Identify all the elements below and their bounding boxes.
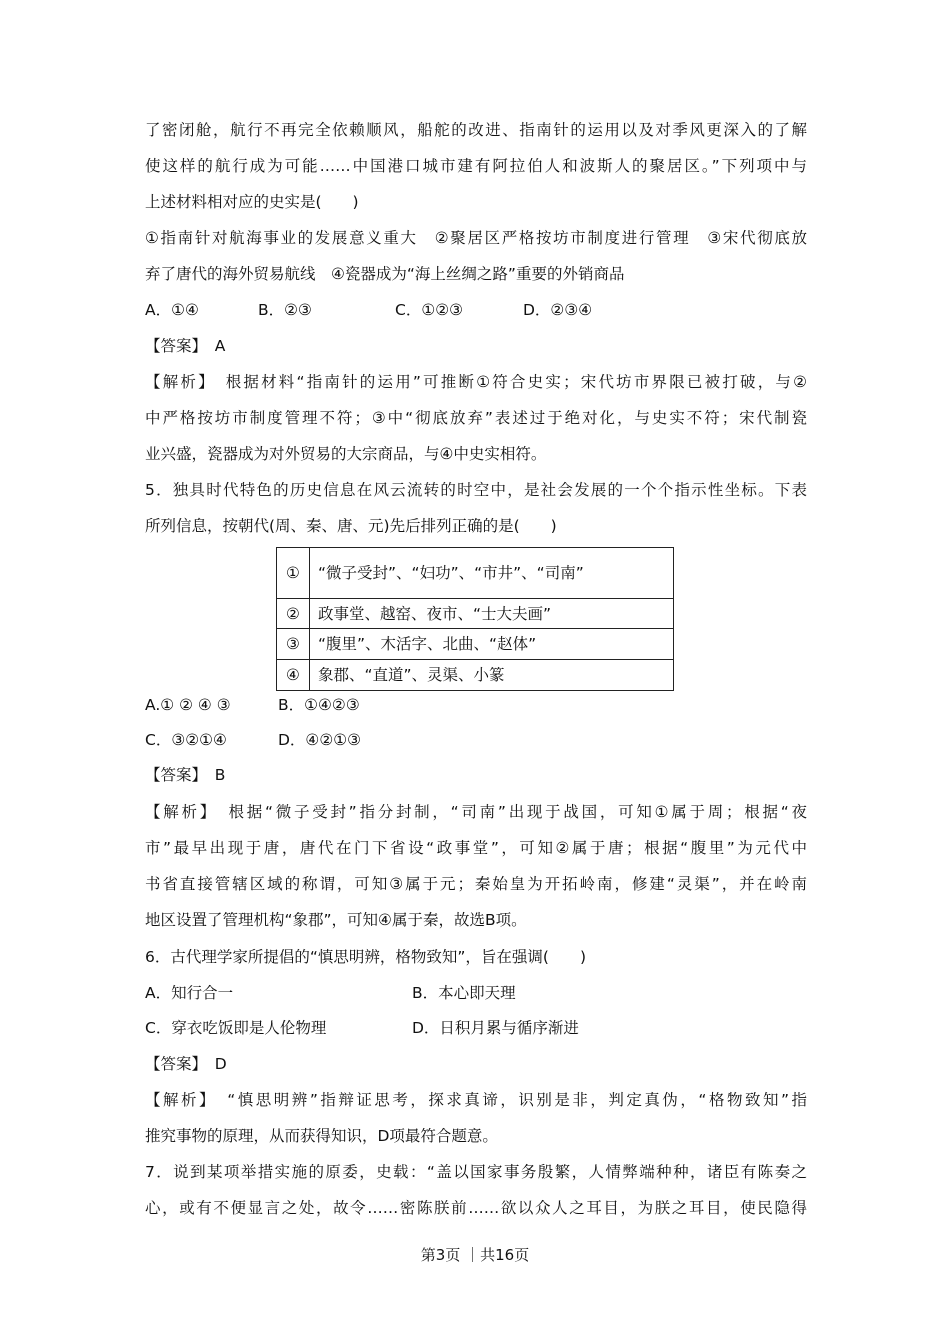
q5-analysis: 【解析】 根据“微子受封”指分封制，“司南”出现于战国，可知①属于周；根据“夜 [145, 803, 807, 821]
q6-option-b: B．本心即天理 [412, 984, 516, 1002]
q4-analysis: 业兴盛，瓷器成为对外贸易的大宗商品，与④中史实相符。 [145, 445, 547, 463]
q6-option-d: D．日积月累与循序渐进 [412, 1019, 579, 1037]
row-content: 政事堂、越窑、夜市、“士大夫画” [310, 599, 674, 629]
q5-answer: 【答案】 B [145, 766, 226, 784]
row-content: “腹里”、木活字、北曲、“赵体” [310, 629, 674, 660]
q4-statements: 弃了唐代的海外贸易航线 ④瓷器成为“海上丝绸之路”重要的外销商品 [145, 265, 625, 283]
q4-analysis: 中严格按坊市制度管理不符；③中“彻底放弃”表述过于绝对化，与史实不符；宋代制瓷 [145, 409, 807, 427]
q6-option-a: A．知行合一 [145, 984, 234, 1002]
q5-option-c: C．③②①④ [145, 731, 227, 749]
row-number: ③ [277, 629, 310, 660]
q4-text-line: 了密闭舱，航行不再完全依赖顺风，船舵的改进、指南针的运用以及对季风更深入的了解 [145, 121, 807, 139]
q6-option-c: C．穿衣吃饭即是人伦物理 [145, 1019, 327, 1037]
q4-option-c: C．①②③ [395, 301, 464, 319]
row-number: ④ [277, 660, 310, 691]
q7-question: 7．说到某项举措实施的原委，史载：“盖以国家事务殷繁，人情弊端种种，诸臣有陈奏之 [145, 1163, 807, 1181]
q5-option-b: B．①④②③ [278, 696, 360, 714]
row-number: ② [277, 599, 310, 629]
q4-answer: 【答案】 A [145, 337, 226, 355]
q5-analysis: 书省直接管辖区域的称谓，可知③属于元；秦始皇为开拓岭南，修建“灵渠”，并在岭南 [145, 875, 807, 893]
q5-question: 5．独具时代特色的历史信息在风云流转的时空中，是社会发展的一个个指示性坐标。下表 [145, 481, 807, 499]
q5-analysis: 地区设置了管理机构“象郡”，可知④属于秦，故选B项。 [145, 911, 527, 929]
q5-option-a: A.① ② ④ ③ [145, 696, 231, 714]
q6-analysis: 【解析】 “慎思明辨”指辩证思考，探求真谛，识别是非，判定真伪，“格物致知”指 [145, 1091, 807, 1109]
q6-question: 6．古代理学家所提倡的“慎思明辨，格物致知”，旨在强调( ) [145, 948, 587, 966]
q4-text-line: 上述材料相对应的史实是( ) [145, 193, 359, 211]
q6-analysis: 推究事物的原理，从而获得知识，D项最符合题意。 [145, 1127, 498, 1145]
q4-analysis: 【解析】 根据材料“指南针的运用”可推断①符合史实；宋代坊市界限已被打破，与② [145, 373, 807, 391]
row-content: 象郡、“直道”、灵渠、小篆 [310, 660, 674, 691]
row-content: “微子受封”、“妇功”、“市井”、“司南” [310, 548, 674, 599]
q5-analysis: 市”最早出现于唐，唐代在门下省设“政事堂”，可知②属于唐；根据“腹里”为元代中 [145, 839, 807, 857]
q4-text-line: 使这样的航行成为可能……中国港口城市建有阿拉伯人和波斯人的聚居区。”下列项中与 [145, 157, 807, 175]
q5-info-table [276, 547, 674, 691]
q4-statements: ①指南针对航海事业的发展意义重大 ②聚居区严格按坊市制度进行管理 ③宋代彻底放 [145, 229, 807, 247]
q7-question: 心，或有不便显言之处，故令……密陈朕前……欲以众人之耳目，为朕之耳目，使民隐得 [145, 1199, 807, 1217]
q6-answer: 【答案】 D [145, 1055, 227, 1073]
page-footer: 第3页 ｜共16页 [420, 1246, 530, 1264]
q4-option-a: A．①④ [145, 301, 199, 319]
row-number: ① [277, 548, 310, 599]
q4-option-d: D．②③④ [523, 301, 593, 319]
q4-option-b: B．②③ [258, 301, 312, 319]
q5-option-d: D．④②①③ [278, 731, 362, 749]
q5-question: 所列信息，按朝代(周、秦、唐、元)先后排列正确的是( ) [145, 517, 557, 535]
